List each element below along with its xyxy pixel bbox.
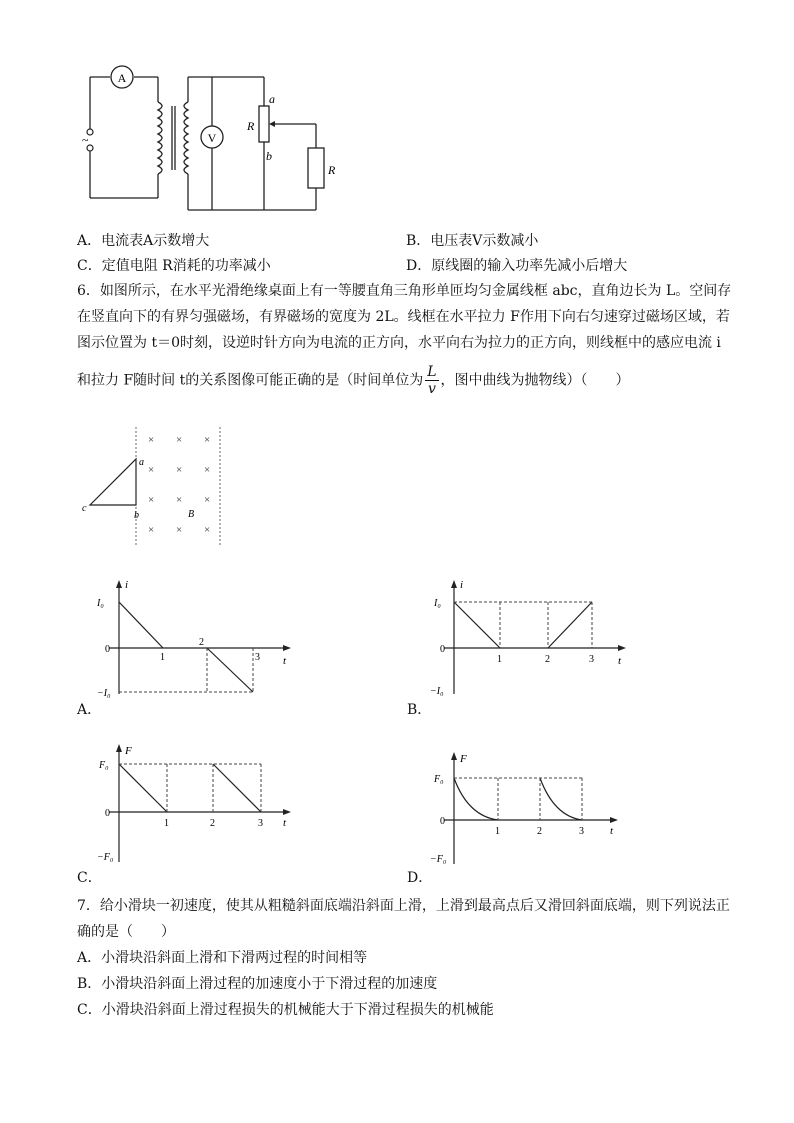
f-axis-label: F <box>460 753 467 765</box>
neg-i0-label: −I₀ <box>97 688 111 699</box>
question-7 <box>77 893 757 1023</box>
neg-i0-label: −I₀ <box>430 686 444 697</box>
q5-option-b: B．电压表V示数减小 <box>406 233 539 249</box>
q5-option-c: C．定值电阻 R消耗的功率减小 <box>77 258 271 274</box>
tick-1: 1 <box>164 818 169 829</box>
t-axis-label: t <box>618 655 622 667</box>
field-cross-0-2: × <box>204 434 211 446</box>
f-axis-label: F <box>125 745 132 757</box>
origin-label: 0 <box>105 808 110 819</box>
tick-1: 1 <box>497 654 502 665</box>
tick-3: 3 <box>579 826 584 837</box>
field-cross-2-1: × <box>176 494 183 506</box>
q7-option-b: B．小滑块沿斜面上滑过程的加速度小于下滑过程的加速度 <box>77 976 438 992</box>
tick-1: 1 <box>160 652 165 663</box>
vertex-b-label: b <box>134 510 139 521</box>
fraction-numerator: L <box>427 364 437 380</box>
field-cross-1-0: × <box>148 464 155 476</box>
field-cross-3-2: × <box>204 524 211 536</box>
field-b-label: B <box>188 509 195 520</box>
tick-2: 2 <box>545 654 550 665</box>
tick-2: 2 <box>199 637 204 648</box>
field-cross-3-0: × <box>148 524 155 536</box>
origin-label: 0 <box>105 644 110 655</box>
i-axis-label: i <box>460 579 464 591</box>
fraction-denominator: v <box>427 381 436 397</box>
curve-segment-2 <box>548 602 592 648</box>
field-cross-0-1: × <box>176 434 183 446</box>
q6-line-2: 在竖直向下的有界匀强磁场，有界磁场的宽度为 2L。线框在水平拉力 F作用下向右匀速穿过磁场区域，若 <box>77 309 730 325</box>
graph-label-d: D． <box>407 870 433 886</box>
graph-option-c <box>95 742 295 868</box>
tick-2: 2 <box>537 826 542 837</box>
ammeter <box>111 66 133 88</box>
f0-label: F₀ <box>434 774 444 785</box>
tick-1: 1 <box>495 826 500 837</box>
curve-segment-2 <box>540 778 582 820</box>
q6-line-1: 6．如图所示，在水平光滑绝缘桌面上有一等腰直角三角形单匝均匀金属线框 abc，直角边长为 L。空间存 <box>77 283 732 299</box>
fixed-resistor-label: R <box>328 163 336 177</box>
q5-option-a: A．电流表A示数增大 <box>77 233 210 249</box>
q6-line-4-post: ，图中曲线为抛物线）（ ） <box>440 372 630 389</box>
vertex-c-label: c <box>82 503 87 514</box>
q7-option-a: A．小滑块沿斜面上滑和下滑两过程的时间相等 <box>77 950 368 966</box>
q6-line-3: 图示位置为 t＝0时刻，设逆时针方向为电流的正方向，水平向右为拉力的正方向，则线框中的感应电流 i <box>77 335 721 351</box>
graph-option-a <box>95 578 295 700</box>
origin-label: 0 <box>440 644 445 655</box>
origin-label: 0 <box>440 816 445 827</box>
field-cross-0-0: × <box>148 434 155 446</box>
rheostat-end-a: a <box>269 92 275 106</box>
field-cross-1-2: × <box>204 464 211 476</box>
t-axis-label: t <box>283 817 287 829</box>
curve-segment-2 <box>207 648 253 692</box>
i0-label: I₀ <box>434 598 441 609</box>
tick-3: 3 <box>255 652 260 663</box>
magnetic-field-figure <box>70 425 230 550</box>
vertex-a-label: a <box>139 457 144 468</box>
curve-segment-1 <box>119 764 167 812</box>
q7-line-2: 确的是（ ） <box>77 924 175 940</box>
q6-line-4 <box>77 364 757 397</box>
neg-f0-label: −F₀ <box>430 854 447 865</box>
i0-label: I₀ <box>97 598 104 609</box>
field-cross-3-1: × <box>176 524 183 536</box>
i-axis-label: i <box>125 579 129 591</box>
graph-label-b: B． <box>407 702 432 718</box>
q5-option-d: D．原线圈的输入功率先减小后增大 <box>406 258 628 274</box>
neg-f0-label: −F₀ <box>97 852 114 863</box>
curve-segment-1 <box>454 602 500 648</box>
question-6-stem <box>77 278 757 397</box>
field-cross-1-1: × <box>176 464 183 476</box>
triangle-wire-frame <box>90 459 136 505</box>
q6-line-4-pre: 和拉力 F随时间 t的关系图像可能正确的是（时间单位为 <box>77 372 424 389</box>
voltmeter <box>201 126 223 148</box>
curve-segment-1 <box>454 778 498 820</box>
tick-3: 3 <box>258 818 263 829</box>
time-unit-fraction <box>425 364 438 397</box>
graph-label-c: C． <box>77 870 102 886</box>
rheostat-end-b: b <box>266 149 272 163</box>
tick-3: 3 <box>589 654 594 665</box>
curve-segment-2 <box>213 764 261 812</box>
tick-2: 2 <box>210 818 215 829</box>
t-axis-label: t <box>610 825 614 837</box>
q7-option-c: C．小滑块沿斜面上滑过程损失的机械能大于下滑过程损失的机械能 <box>77 1002 494 1018</box>
curve-segment-1 <box>119 602 163 648</box>
t-axis-label: t <box>283 655 287 667</box>
graph-option-b <box>420 578 630 700</box>
graph-label-a: A． <box>77 702 102 718</box>
field-cross-2-2: × <box>204 494 211 506</box>
f0-label: F₀ <box>99 760 109 771</box>
ammeter-label: A <box>117 71 127 85</box>
voltmeter-label: V <box>207 131 217 145</box>
graph-option-d <box>420 750 620 868</box>
ac-source-symbol: ~ <box>82 133 89 147</box>
field-cross-2-0: × <box>148 494 155 506</box>
q7-line-1: 7．给小滑块一初速度，使其从粗糙斜面底端沿斜面上滑，上滑到最高点后又滑回斜面底端，则下列说法正 <box>77 898 730 914</box>
rheostat-label: R <box>247 119 255 133</box>
transformer-circuit-diagram <box>78 62 340 222</box>
